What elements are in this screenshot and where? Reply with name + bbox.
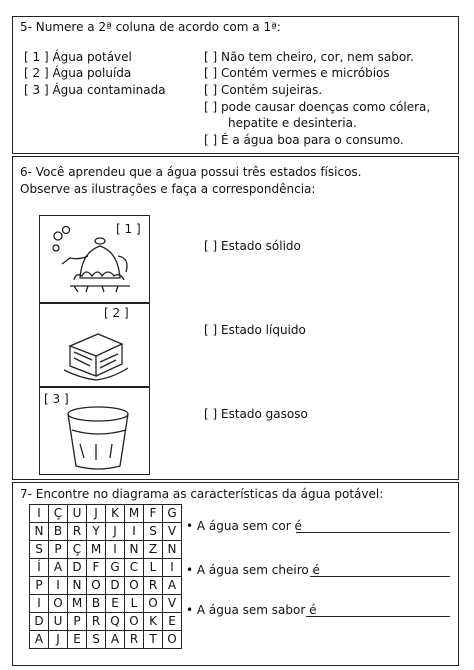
word-search-row bbox=[30, 577, 182, 595]
answer-line-colorless[interactable] bbox=[296, 532, 450, 533]
q5-right-item-1: [ ] Não tem cheiro, cor, nem sabor. bbox=[204, 50, 414, 64]
word-search-cell[interactable]: I bbox=[125, 523, 144, 541]
word-search-cell[interactable]: S bbox=[30, 541, 49, 559]
word-search-cell[interactable]: Ç bbox=[49, 505, 68, 523]
word-search-cell[interactable]: O bbox=[163, 631, 182, 649]
q5-right-item-2: [ ] Contém vermes e micróbios bbox=[204, 66, 390, 80]
word-search-cell[interactable]: Y bbox=[87, 523, 106, 541]
word-search-cell[interactable]: A bbox=[163, 577, 182, 595]
word-search-cell[interactable]: O bbox=[87, 577, 106, 595]
word-search-cell[interactable]: R bbox=[68, 523, 87, 541]
word-search-cell[interactable]: A bbox=[49, 559, 68, 577]
q5-right-item-4: [ ] pode causar doenças como cólera, bbox=[204, 100, 431, 114]
q6-option-liquid: [ ] Estado líquido bbox=[204, 323, 306, 337]
word-search-cell[interactable]: Z bbox=[144, 541, 163, 559]
illustration-label-2: [ 2 ] bbox=[104, 306, 129, 320]
word-search-cell[interactable]: R bbox=[87, 613, 106, 631]
word-search-cell[interactable]: M bbox=[68, 595, 87, 613]
word-search-cell[interactable]: O bbox=[125, 613, 144, 631]
illustration-ice-cube bbox=[39, 303, 150, 387]
word-search-row bbox=[30, 595, 182, 613]
word-search-cell[interactable]: R bbox=[144, 577, 163, 595]
word-search-cell[interactable]: K bbox=[106, 505, 125, 523]
word-search-cell[interactable]: L bbox=[144, 559, 163, 577]
illustration-boiling-kettle bbox=[39, 215, 150, 303]
word-search-cell[interactable]: B bbox=[49, 523, 68, 541]
q6-option-gas: [ ] Estado gasoso bbox=[204, 407, 308, 421]
word-search-cell[interactable]: N bbox=[163, 541, 182, 559]
illustration-label-1: [ 1 ] bbox=[116, 222, 141, 236]
ice-cube-drawing bbox=[40, 304, 151, 388]
word-search-cell[interactable]: A bbox=[106, 631, 125, 649]
word-search-cell[interactable]: R bbox=[125, 631, 144, 649]
word-search-cell[interactable]: S bbox=[144, 523, 163, 541]
word-search-cell[interactable]: I bbox=[30, 505, 49, 523]
q7-prompt-tasteless: • A água sem sabor é bbox=[186, 603, 317, 617]
q6-option-solid: [ ] Estado sólido bbox=[204, 239, 301, 253]
word-search-row bbox=[30, 631, 182, 649]
word-search-cell[interactable]: A bbox=[30, 631, 49, 649]
word-search-cell[interactable]: L bbox=[125, 595, 144, 613]
word-search-cell[interactable]: O bbox=[125, 577, 144, 595]
word-search-cell[interactable]: C bbox=[125, 559, 144, 577]
word-search-cell[interactable]: O bbox=[49, 595, 68, 613]
word-search-cell[interactable]: E bbox=[68, 631, 87, 649]
answer-line-odorless[interactable] bbox=[310, 576, 450, 577]
word-search-cell[interactable]: E bbox=[106, 595, 125, 613]
word-search-cell[interactable]: D bbox=[68, 559, 87, 577]
word-search-cell[interactable]: M bbox=[125, 505, 144, 523]
q5-left-item-3: [ 3 ] Água contaminada bbox=[24, 83, 166, 97]
word-search-cell[interactable]: E bbox=[163, 613, 182, 631]
word-search-cell[interactable]: Q bbox=[106, 613, 125, 631]
word-search-grid bbox=[29, 504, 182, 649]
question-7-title: 7- Encontre no diagrama as características da água potável: bbox=[20, 487, 384, 501]
word-search-row bbox=[30, 559, 182, 577]
word-search-cell[interactable]: O bbox=[144, 595, 163, 613]
word-search-cell[interactable]: F bbox=[144, 505, 163, 523]
word-search-cell[interactable]: U bbox=[49, 613, 68, 631]
q5-right-item-4-continued: hepatite e desinteria. bbox=[228, 116, 357, 130]
word-search-cell[interactable]: P bbox=[68, 613, 87, 631]
word-search-cell[interactable]: J bbox=[87, 505, 106, 523]
word-search-cell[interactable]: V bbox=[163, 523, 182, 541]
q5-left-item-2: [ 2 ] Água poluída bbox=[24, 66, 132, 80]
word-search-cell[interactable]: K bbox=[144, 613, 163, 631]
word-search-row bbox=[30, 505, 182, 523]
word-search-cell[interactable]: I bbox=[163, 559, 182, 577]
word-search-cell[interactable]: J bbox=[49, 631, 68, 649]
word-search-cell[interactable]: V bbox=[163, 595, 182, 613]
q7-prompt-odorless: • A água sem cheiro é bbox=[186, 563, 320, 577]
word-search-cell[interactable]: G bbox=[163, 505, 182, 523]
word-search-cell[interactable]: S bbox=[87, 631, 106, 649]
word-search-row bbox=[30, 613, 182, 631]
question-6-title-line-2: Observe as ilustrações e faça a correspondência: bbox=[20, 182, 316, 196]
q5-right-item-3: [ ] Contém sujeiras. bbox=[204, 83, 323, 97]
q5-left-item-1: [ 1 ] Água potável bbox=[24, 50, 132, 64]
answer-line-tasteless[interactable] bbox=[306, 616, 450, 617]
word-search-cell[interactable]: P bbox=[30, 577, 49, 595]
word-search-cell[interactable]: N bbox=[30, 523, 49, 541]
q5-right-item-5: [ ] É a água boa para o consumo. bbox=[204, 133, 404, 147]
illustration-glass-of-water bbox=[39, 387, 150, 475]
word-search-cell[interactable]: Í bbox=[30, 559, 49, 577]
word-search-cell[interactable]: D bbox=[106, 577, 125, 595]
word-search-cell[interactable]: N bbox=[125, 541, 144, 559]
word-search-cell[interactable]: Ç bbox=[68, 541, 87, 559]
word-search-cell[interactable]: P bbox=[49, 541, 68, 559]
word-search-cell[interactable]: I bbox=[49, 577, 68, 595]
question-5-title: 5- Numere a 2ª coluna de acordo com a 1ª: bbox=[20, 20, 281, 34]
word-search-cell[interactable]: T bbox=[144, 631, 163, 649]
word-search-cell[interactable]: J bbox=[106, 523, 125, 541]
word-search-cell[interactable]: F bbox=[87, 559, 106, 577]
word-search-cell[interactable]: B bbox=[87, 595, 106, 613]
word-search-cell[interactable]: I bbox=[30, 595, 49, 613]
question-6-title-line-1: 6- Você aprendeu que a água possui três estados físicos. bbox=[20, 165, 362, 179]
word-search-row bbox=[30, 541, 182, 559]
q7-prompt-colorless: • A água sem cor é bbox=[186, 519, 302, 533]
word-search-cell[interactable]: I bbox=[106, 541, 125, 559]
word-search-cell[interactable]: M bbox=[87, 541, 106, 559]
word-search-cell[interactable]: U bbox=[68, 505, 87, 523]
word-search-cell[interactable]: G bbox=[106, 559, 125, 577]
illustration-label-3: [ 3 ] bbox=[44, 392, 69, 406]
word-search-cell[interactable]: D bbox=[30, 613, 49, 631]
word-search-cell[interactable]: N bbox=[68, 577, 87, 595]
word-search-row bbox=[30, 523, 182, 541]
